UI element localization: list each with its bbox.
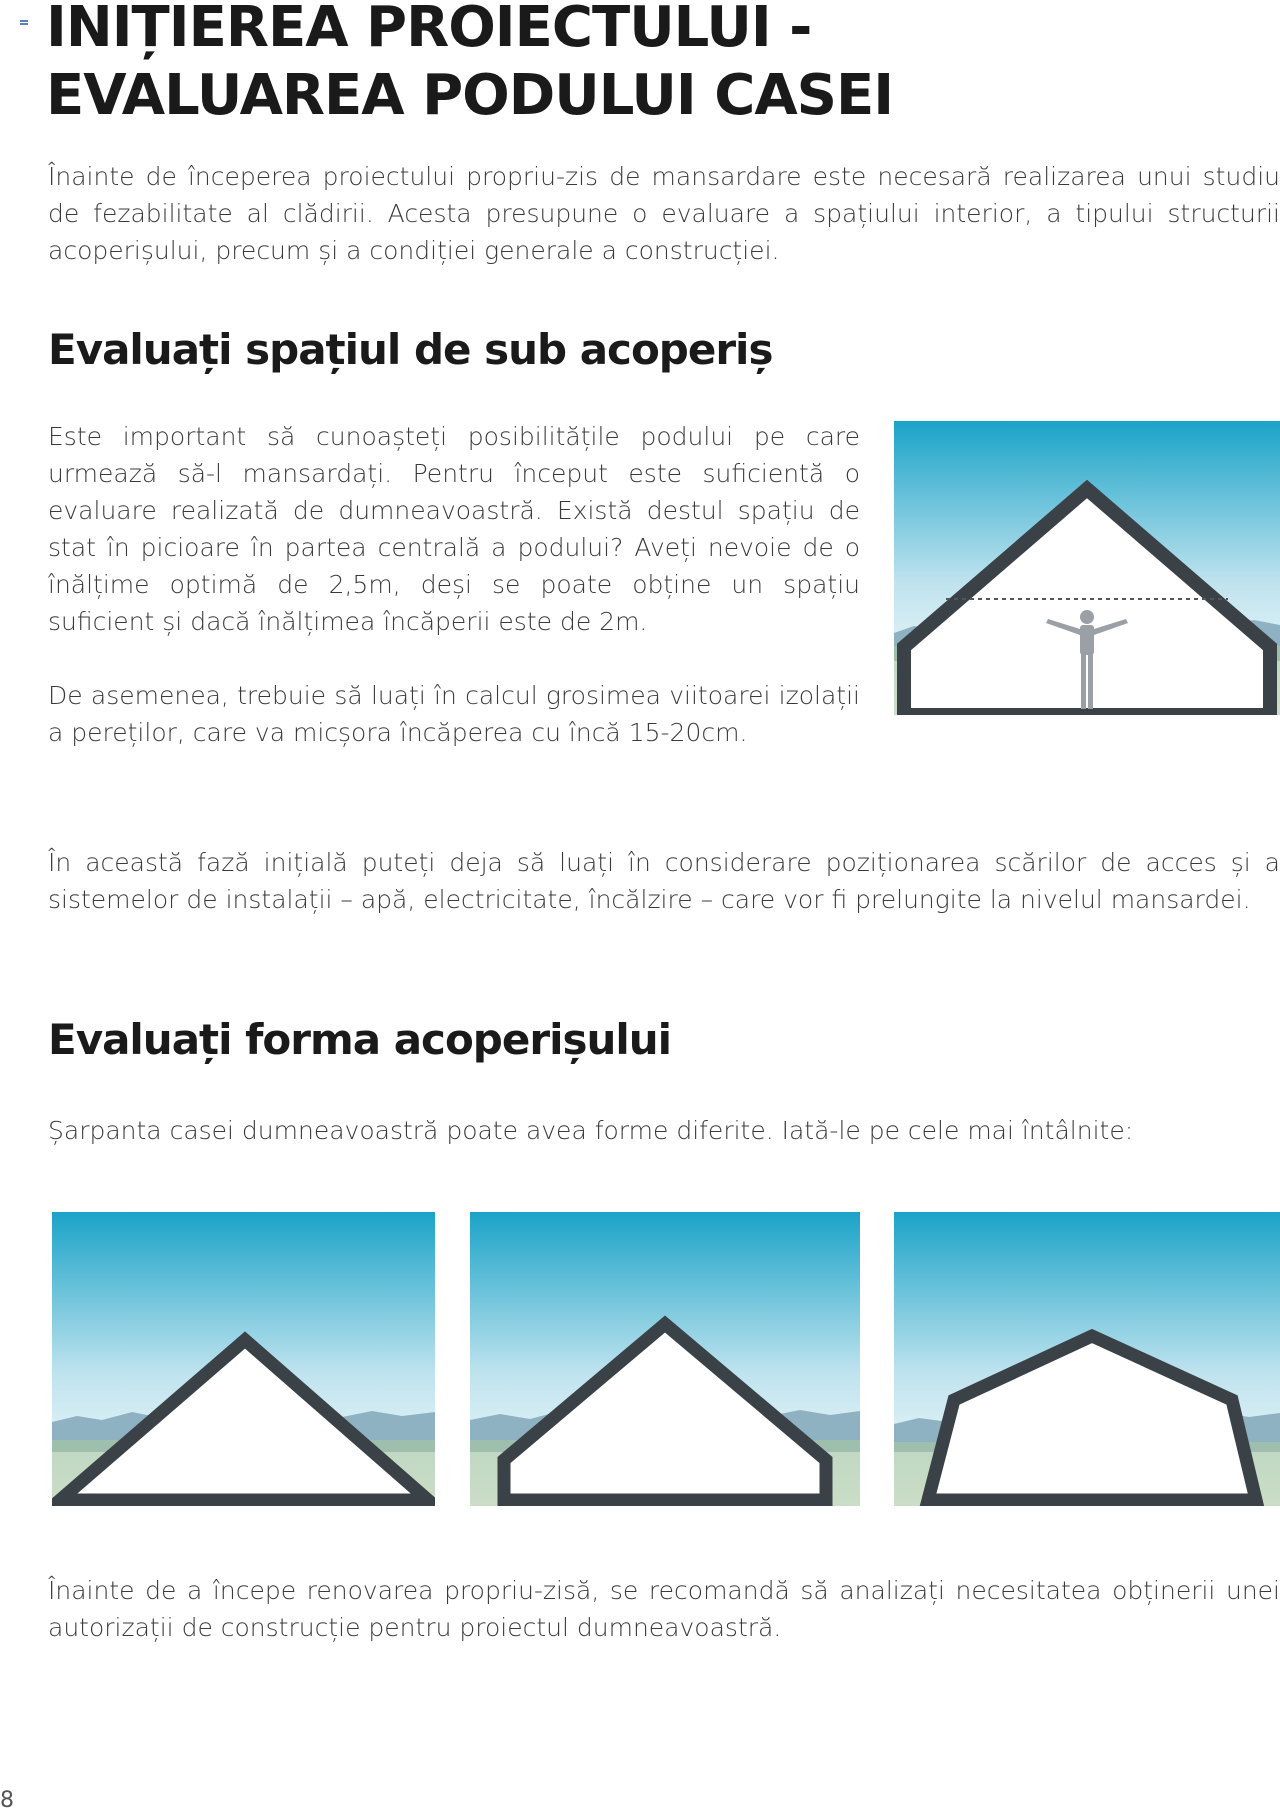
mansard-roof-illustration (894, 1212, 1280, 1506)
corner-marker-icon (20, 20, 28, 25)
triangle-roof-illustration (52, 1212, 435, 1506)
space-paragraph-1: Este important să cunoașteți posibilitățile podului pe care urmează să-l mansardați. Pentru început este suficientă o evaluare realizată de dumneavoastră. Există destul spațiu de stat în picioare în partea centrală a podului? Aveți nevoie de o înălțime optimă de 2,5m, deși se poate obține un spațiu suficient și dacă înălțimea încăperii este de 2m. (48, 422, 860, 636)
intro-paragraph: Înainte de începerea proiectului propriu-zis de mansardare este necesară realizarea unui studiu de fezabilitate al clădirii. Acesta presupune o evaluare a spațiului interior, a tipului structurii acoperișului, precum și a condiției generale a construcției. (48, 162, 1280, 265)
space-paragraph-3: În această fază inițială puteți deja să luați în considerare poziționarea scărilor de acces și a sistemelor de instalații – apă, electricitate, încălzire – care vor fi prelungite la nivelul mansardei. (48, 848, 1280, 914)
roof-shape-intro: Șarpanta casei dumneavoastră poate avea forme diferite. Iată-le pe cele mai întâlnite: (48, 1116, 1134, 1145)
section-heading-space: Evaluați spațiul de sub acoperiș (48, 325, 773, 374)
attic-person-illustration (894, 421, 1280, 715)
page-title-line-1: INIȚIEREA PROIECTULUI - (46, 0, 812, 60)
page-title (46, 0, 893, 130)
space-paragraph-2: De asemenea, trebuie să luați în calcul grosimea viitoarei izolații a pereților, care va micșora încăperea cu încă 15-20cm. (48, 681, 860, 747)
page-number: 8 (0, 1788, 14, 1812)
page-title-line-2: EVALUAREA PODULUI CASEI (46, 63, 894, 128)
section-heading-roof-shape: Evaluați forma acoperișului (48, 1015, 672, 1064)
closing-paragraph: Înainte de a începe renovarea propriu-zisă, se recomandă să analizați necesitatea obținerii unei autorizații de construcție pentru proiectul dumneavoastră. (48, 1576, 1280, 1642)
pentagon-roof-illustration (470, 1212, 860, 1506)
